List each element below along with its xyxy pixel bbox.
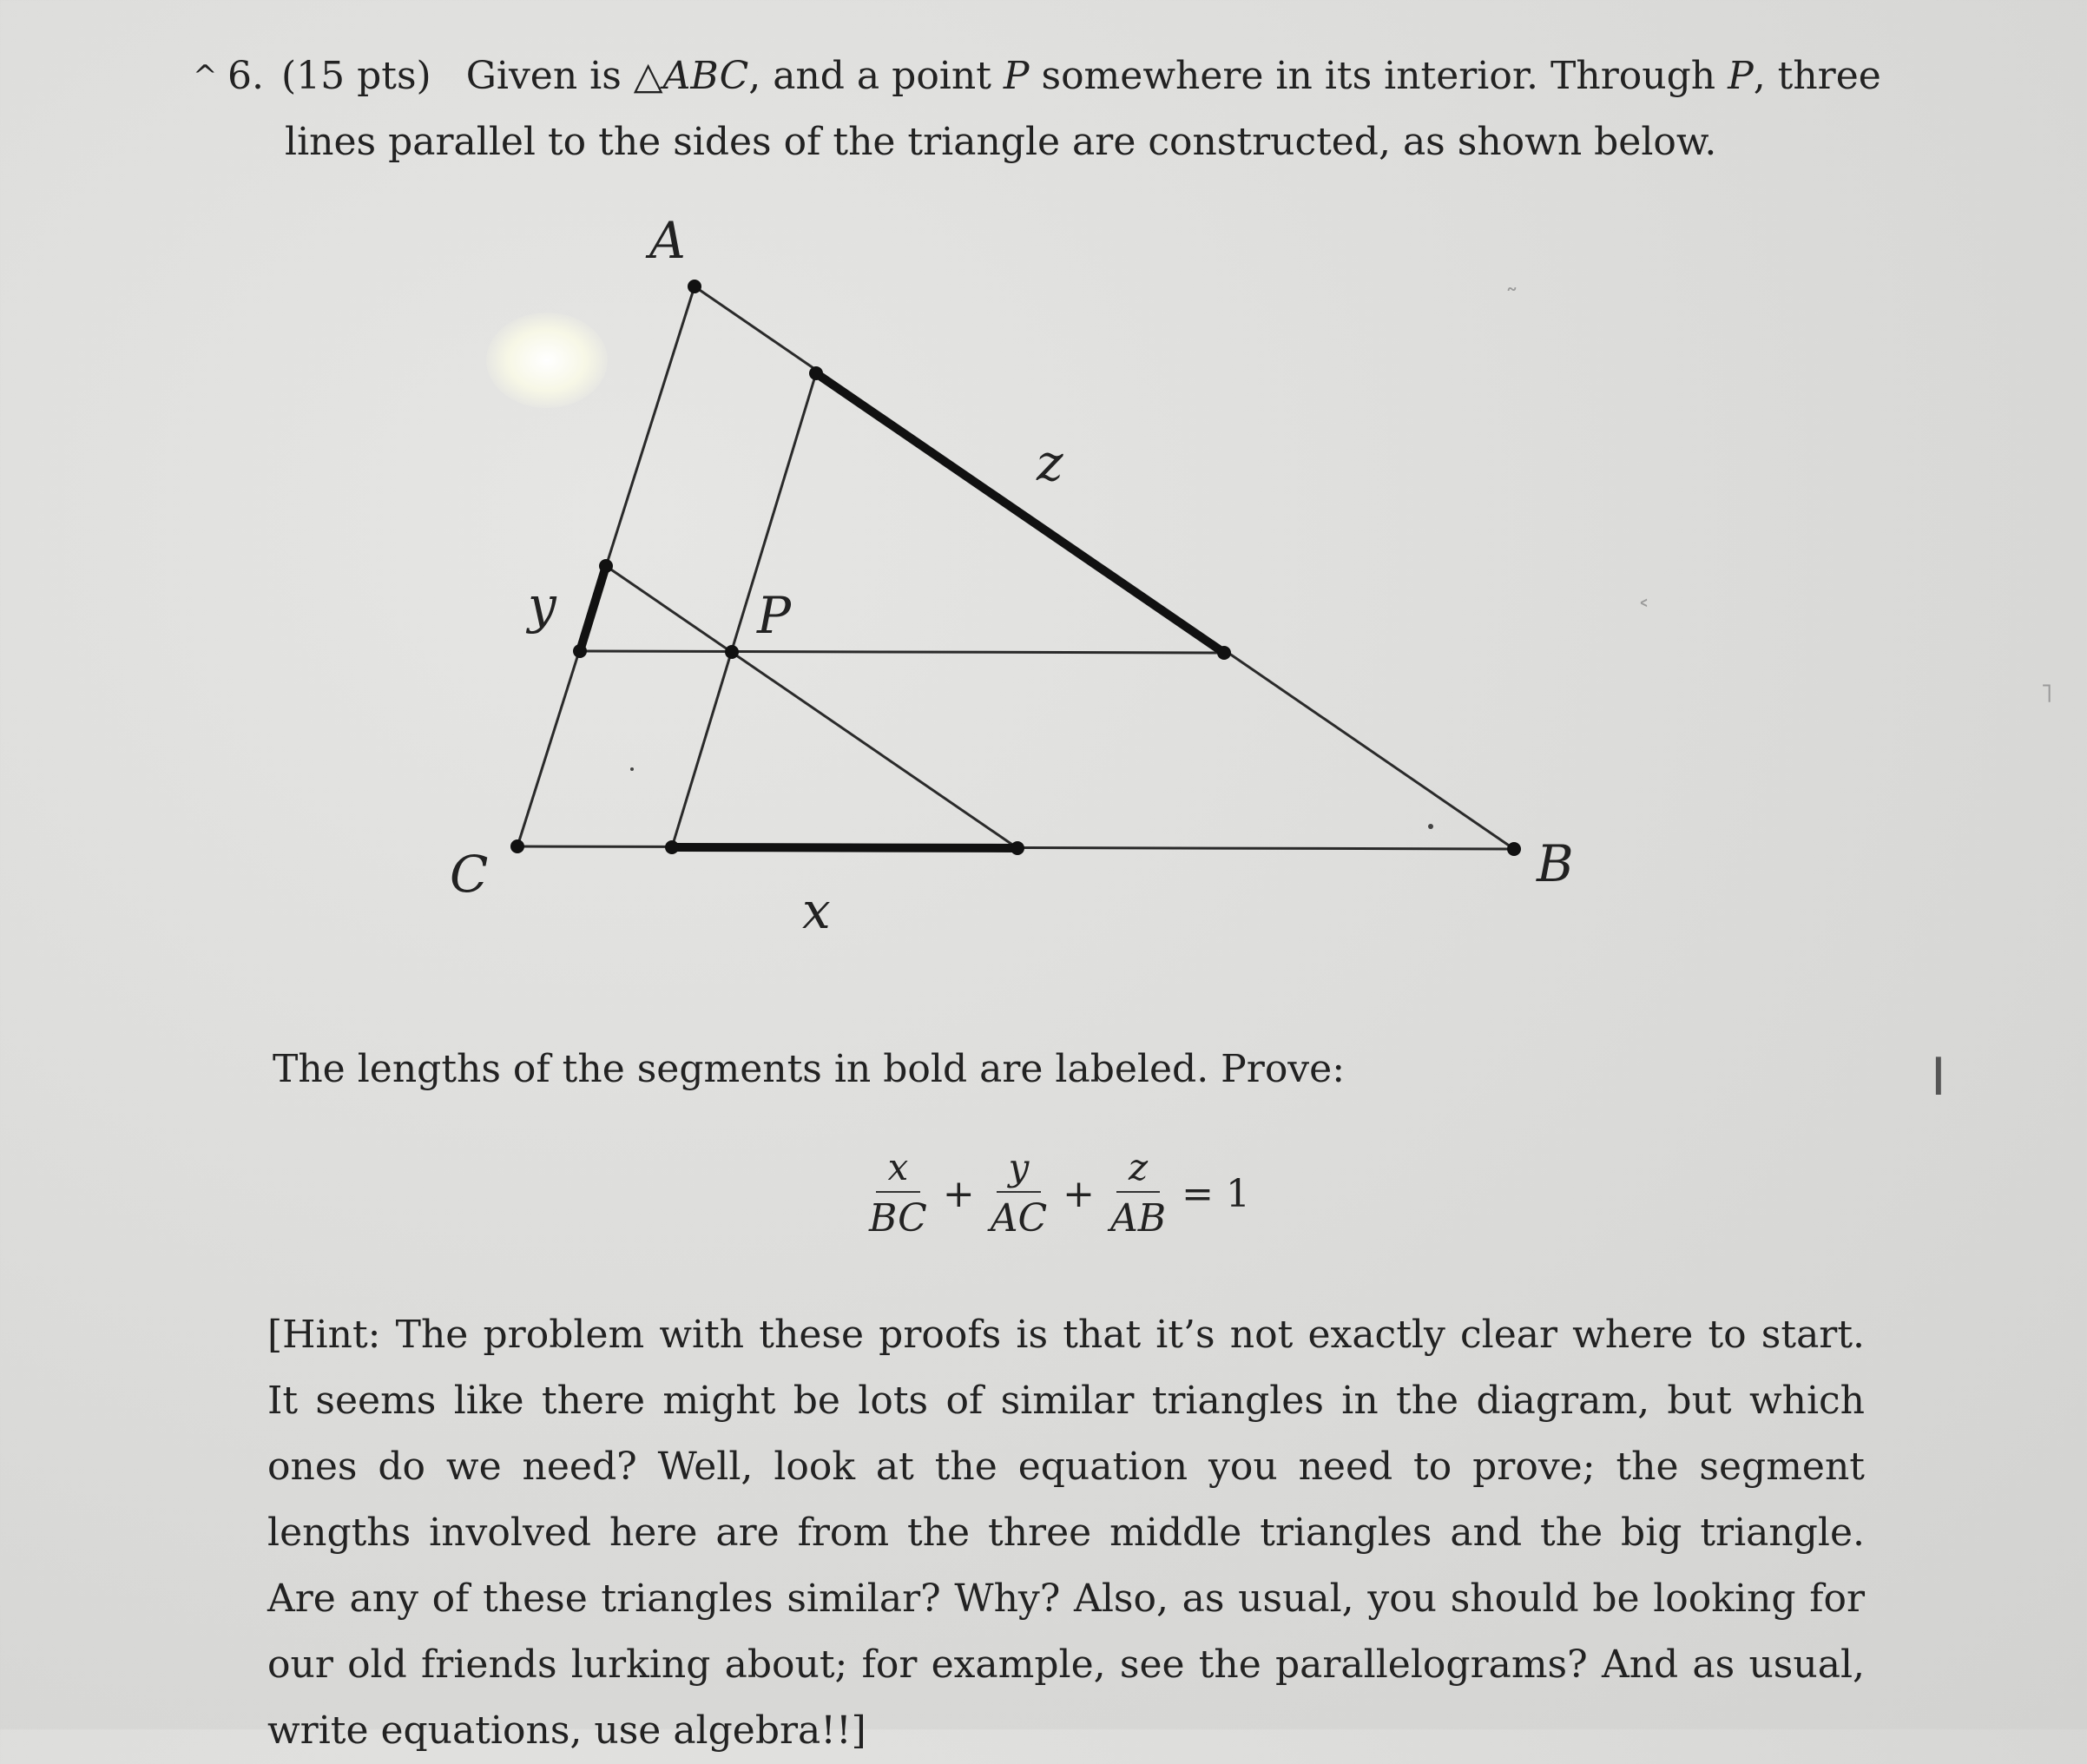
- problem-text-line2: lines parallel to the sides of the triangle are constructed, as shown below.: [285, 120, 1717, 164]
- text-cursor-icon: I: [1931, 1047, 1946, 1108]
- bold-segment-y: [580, 566, 606, 651]
- caret-marker-icon: ^: [193, 59, 218, 94]
- paper-smudge: ˥: [2040, 679, 2053, 709]
- point-ac-lower: [573, 644, 587, 658]
- problem-number: 6.: [227, 54, 264, 98]
- bold-segment-z: [816, 373, 1224, 653]
- problem-text-part: , three: [1753, 54, 1881, 98]
- equals-one: = 1: [1182, 1171, 1250, 1216]
- paper-smudge: ˂: [1637, 597, 1650, 628]
- prove-prompt: The lengths of the segments in bold are labeled. Prove:: [273, 1047, 1346, 1091]
- line-parallel-ac: [672, 373, 816, 847]
- bold-segment-x: [672, 847, 1017, 848]
- paper-smudge: ˷: [1505, 262, 1518, 293]
- equation-to-prove: [864, 1137, 1261, 1250]
- point-cb-left: [665, 840, 679, 854]
- fraction-x-bc: [869, 1146, 927, 1241]
- plus-sign: +: [942, 1171, 975, 1216]
- label-segment-y: y: [528, 576, 556, 635]
- fraction-z-ab: [1110, 1146, 1167, 1241]
- problem-text-part: Given is △: [465, 54, 663, 98]
- paper-speck: [1428, 824, 1433, 829]
- point-ab-upper: [809, 366, 823, 380]
- fraction-numerator: y: [997, 1149, 1042, 1193]
- fraction-denominator: BC: [869, 1196, 927, 1241]
- hint-paragraph: [267, 1302, 1865, 1764]
- fraction-denominator: AB: [1110, 1196, 1167, 1241]
- fraction-y-ac: [990, 1146, 1048, 1241]
- fraction-denominator: AC: [990, 1196, 1048, 1241]
- line-parallel-bc: [580, 651, 1224, 653]
- point-ac-upper: [599, 559, 613, 573]
- label-point-p: P: [757, 586, 792, 645]
- point-a: [688, 280, 701, 293]
- label-vertex-c: C: [450, 845, 489, 904]
- fraction-numerator: x: [876, 1149, 921, 1193]
- label-segment-z: z: [1037, 433, 1063, 492]
- label-vertex-b: B: [1537, 834, 1574, 893]
- line-parallel-ab: [606, 566, 1017, 848]
- fraction-numerator: z: [1116, 1149, 1160, 1193]
- problem-text-part: somewhere in its interior. Through: [1029, 54, 1728, 98]
- problem-text-part: ABC: [662, 54, 749, 98]
- point-cb-right: [1011, 841, 1024, 855]
- point-p: [725, 645, 739, 659]
- paper-speck: [630, 767, 634, 771]
- problem-text-part: P: [1728, 54, 1754, 98]
- hint-text: [Hint: The problem with these proofs is that it’s not exactly clear where to start. It seems like there might be lots of similar triangles in the diagram, but which ones do we need? Well, look at the equation you need to prove; the segment lengths involved here are from the three middle triangles and the big triangle. Are any of these triangles similar? Why? Also, as usual, you should be looking for our old friends lurking about; for example, see the parallelograms? And as usual, write equations, use algebra!!]: [267, 1313, 1865, 1753]
- problem-text-part: , and a point: [748, 54, 1004, 98]
- point-b: [1507, 842, 1521, 856]
- point-c: [510, 839, 524, 853]
- problem-points: (15 pts): [280, 54, 431, 98]
- point-ab-lower: [1217, 646, 1231, 660]
- label-segment-x: x: [802, 881, 831, 940]
- plus-sign: +: [1063, 1171, 1096, 1216]
- problem-text-part: P: [1003, 54, 1030, 98]
- label-vertex-a: A: [649, 211, 686, 270]
